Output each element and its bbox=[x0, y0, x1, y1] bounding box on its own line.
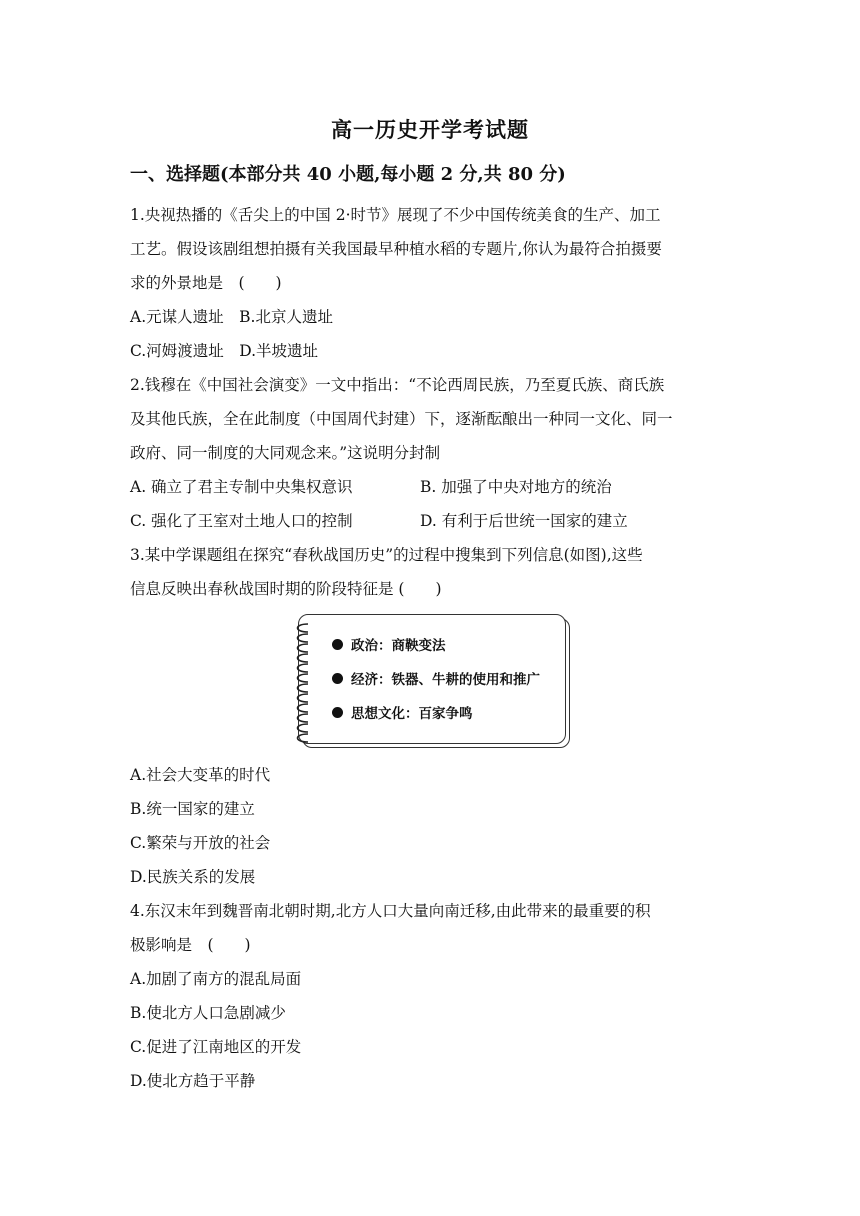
q2-line-1: 2.钱穆在《中国社会演变》一文中指出：“不论西周民族，乃至夏氏族、商氏族 bbox=[130, 376, 665, 394]
q1-options-cd: C.河姆渡遗址 D.半坡遗址 bbox=[130, 342, 319, 360]
q4-option-a: A.加剧了南方的混乱局面 bbox=[130, 970, 302, 988]
q4-line-2: 极影响是 ( ) bbox=[130, 936, 251, 954]
q2-line-2: 及其他氏族，全在此制度（中国周代封建）下，逐渐酝酿出一种同一文化、同一 bbox=[130, 410, 673, 428]
q1-options-ab: A.元谋人遗址 B.北京人遗址 bbox=[130, 308, 333, 326]
q2-option-b: B. 加强了中央对地方的统治 bbox=[420, 478, 612, 496]
q1-line-3: 求的外景地是 ( ) bbox=[130, 274, 282, 292]
q3-option-a: A.社会大变革的时代 bbox=[130, 766, 271, 784]
q2-option-a: A. 确立了君主专制中央集权意识 bbox=[130, 478, 353, 496]
q4-line-1: 4.东汉末年到魏晋南北朝时期,北方人口大量向南迁移,由此带来的最重要的积 bbox=[130, 902, 651, 920]
q4-option-d: D.使北方趋于平静 bbox=[130, 1072, 256, 1090]
notebook-item-culture-text: 思想文化：百家争鸣 bbox=[351, 706, 473, 722]
q3-option-d: D.民族关系的发展 bbox=[130, 868, 256, 886]
q3-option-c: C.繁荣与开放的社会 bbox=[130, 834, 271, 852]
q1-line-1: 1.央视热播的《舌尖上的中国 2·时节》展现了不少中国传统美食的生产、加工 bbox=[130, 206, 661, 224]
bullet-icon bbox=[332, 639, 343, 650]
q3-line-1: 3.某中学课题组在探究“春秋战国历史”的过程中搜集到下列信息(如图),这些 bbox=[130, 546, 643, 564]
q3-line-2: 信息反映出春秋战国时期的阶段特征是 ( ) bbox=[130, 580, 442, 598]
bullet-icon bbox=[332, 707, 343, 718]
notebook-item-culture bbox=[332, 702, 473, 722]
q2-line-3: 政府、同一制度的大同观念来。”这说明分封制 bbox=[130, 444, 441, 462]
notebook-item-politics-text: 政治：商鞅变法 bbox=[351, 638, 446, 654]
bullet-icon bbox=[332, 673, 343, 684]
q4-option-c: C.促进了江南地区的开发 bbox=[130, 1038, 302, 1056]
notebook-item-economy-text: 经济：铁器、牛耕的使用和推广 bbox=[351, 672, 540, 688]
section-heading: 一、选择题(本部分共 40 小题,每小题 2 分,共 80 分) bbox=[130, 164, 566, 185]
notebook-item-economy bbox=[332, 668, 540, 688]
q2-option-d: D. 有利于后世统一国家的建立 bbox=[420, 512, 628, 530]
q4-option-b: B.使北方人口急剧减少 bbox=[130, 1004, 286, 1022]
q3-option-b: B.统一国家的建立 bbox=[130, 800, 255, 818]
notebook-figure bbox=[292, 612, 572, 748]
page-title: 高一历史开学考试题 bbox=[331, 117, 529, 142]
q1-line-2: 工艺。假设该剧组想拍摄有关我国最早种植水稻的专题片,你认为最符合拍摄要 bbox=[130, 240, 662, 258]
notebook-item-politics bbox=[332, 634, 446, 654]
spiral-binding-icon bbox=[292, 620, 316, 744]
q2-option-c: C. 强化了王室对土地人口的控制 bbox=[130, 512, 353, 530]
